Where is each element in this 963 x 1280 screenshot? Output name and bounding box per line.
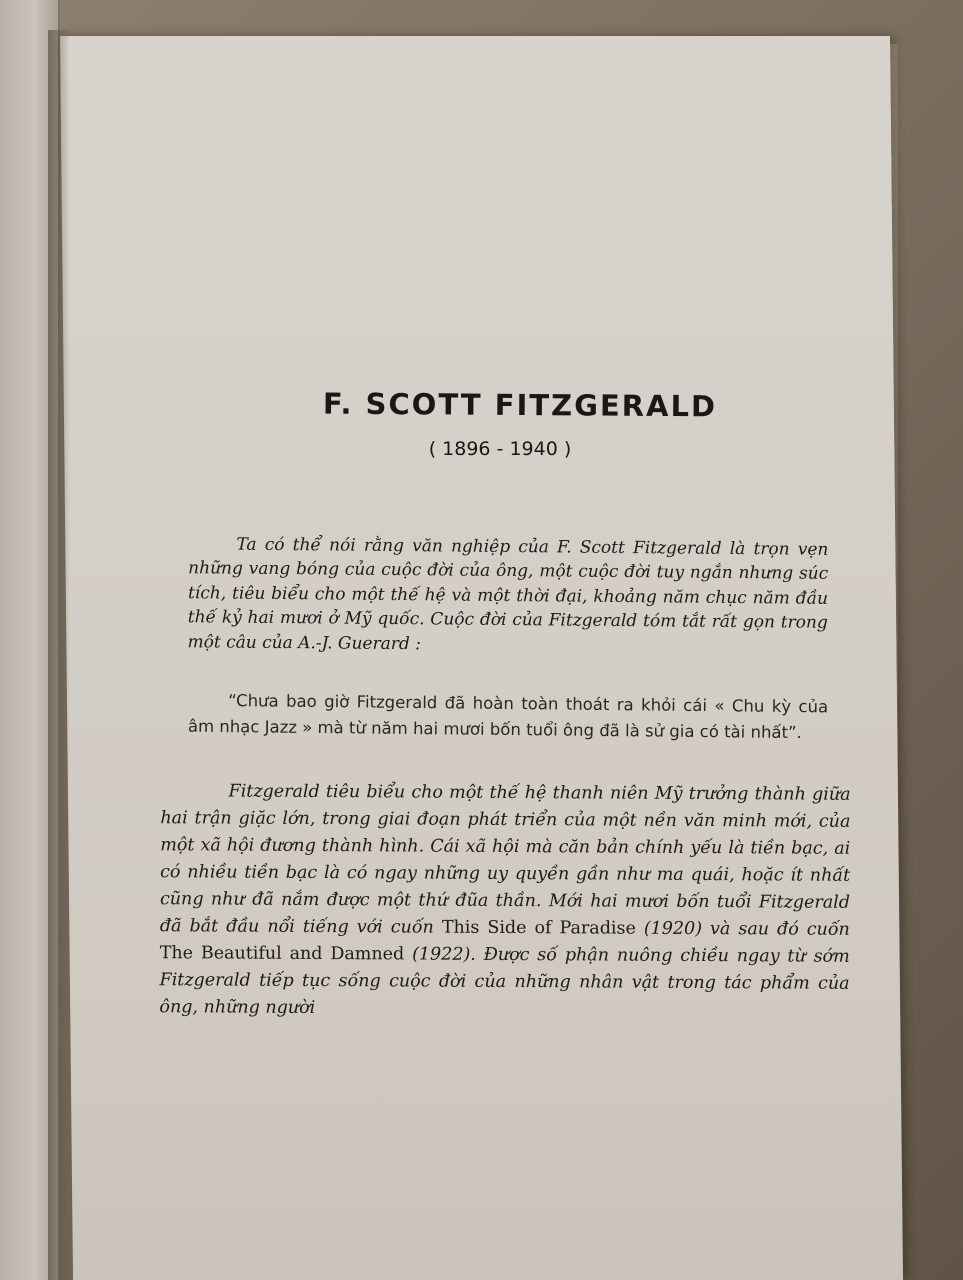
book-year: (1922). (412, 944, 476, 965)
book-title: The Beautiful and Damned (159, 943, 405, 965)
spine-shadow (48, 30, 70, 1280)
paragraph-text: Được số phận nuông chiều ngay từ sớm Fitzgerald tiếp tục sống cuộc đời của những nhân vật trong tác phẩm của ông, những người (159, 944, 850, 1019)
paragraph-intro: Ta có thể nói rằng văn nghiệp của F. Scott Fitzgerald là trọn vẹn những vang bóng của cuộc đời của ông, một cuộc đời tuy ngắn nhưng súc tích, tiêu biểu cho một thế hệ và một thời đại, khoảng năm chục năm đầu thế kỷ hai mươi ở Mỹ quốc. Cuộc đời của Fitzgerald tóm tắt rất gọn trong một câu của A.-J. Guerard : (187, 534, 829, 654)
paragraph-generation (159, 778, 850, 1025)
life-years: ( 1896 - 1940 ) (428, 438, 572, 460)
page-title: F. SCOTT FITZGERALD (322, 386, 718, 424)
book-title: This Side of Paradise (441, 917, 636, 939)
quote-paragraph: “Chưa bao giờ Fitzgerald đã hoàn toàn thoát ra khỏi cái « Chu kỳ của âm nhạc Jazz » mà từ năm hai mươi bốn tuổi ông đã là sử gia có tài nhất”. (187, 691, 829, 743)
paragraph-text: và sau đó cuốn (710, 919, 850, 940)
paragraph-text: Fitzgerald tiêu biểu cho một thế hệ thanh niên Mỹ trưởng thành giữa hai trận giặc lớn, trong giai đoạn phát triển của một nền văn minh mới, của một xã hội đương thành hình. Cái xã hội mà căn bản chính yếu là tiền bạc, ai có nhiều tiền bạc là có ngay những uy quyền gần như ma quái, hoặc ít nhất cũng như đã nắm được một thứ đũa thần. Mới hai mươi bốn tuổi Fitzgerald đã bắt đầu nổi tiếng với cuốn (159, 781, 851, 938)
book-year: (1920) (643, 918, 703, 940)
